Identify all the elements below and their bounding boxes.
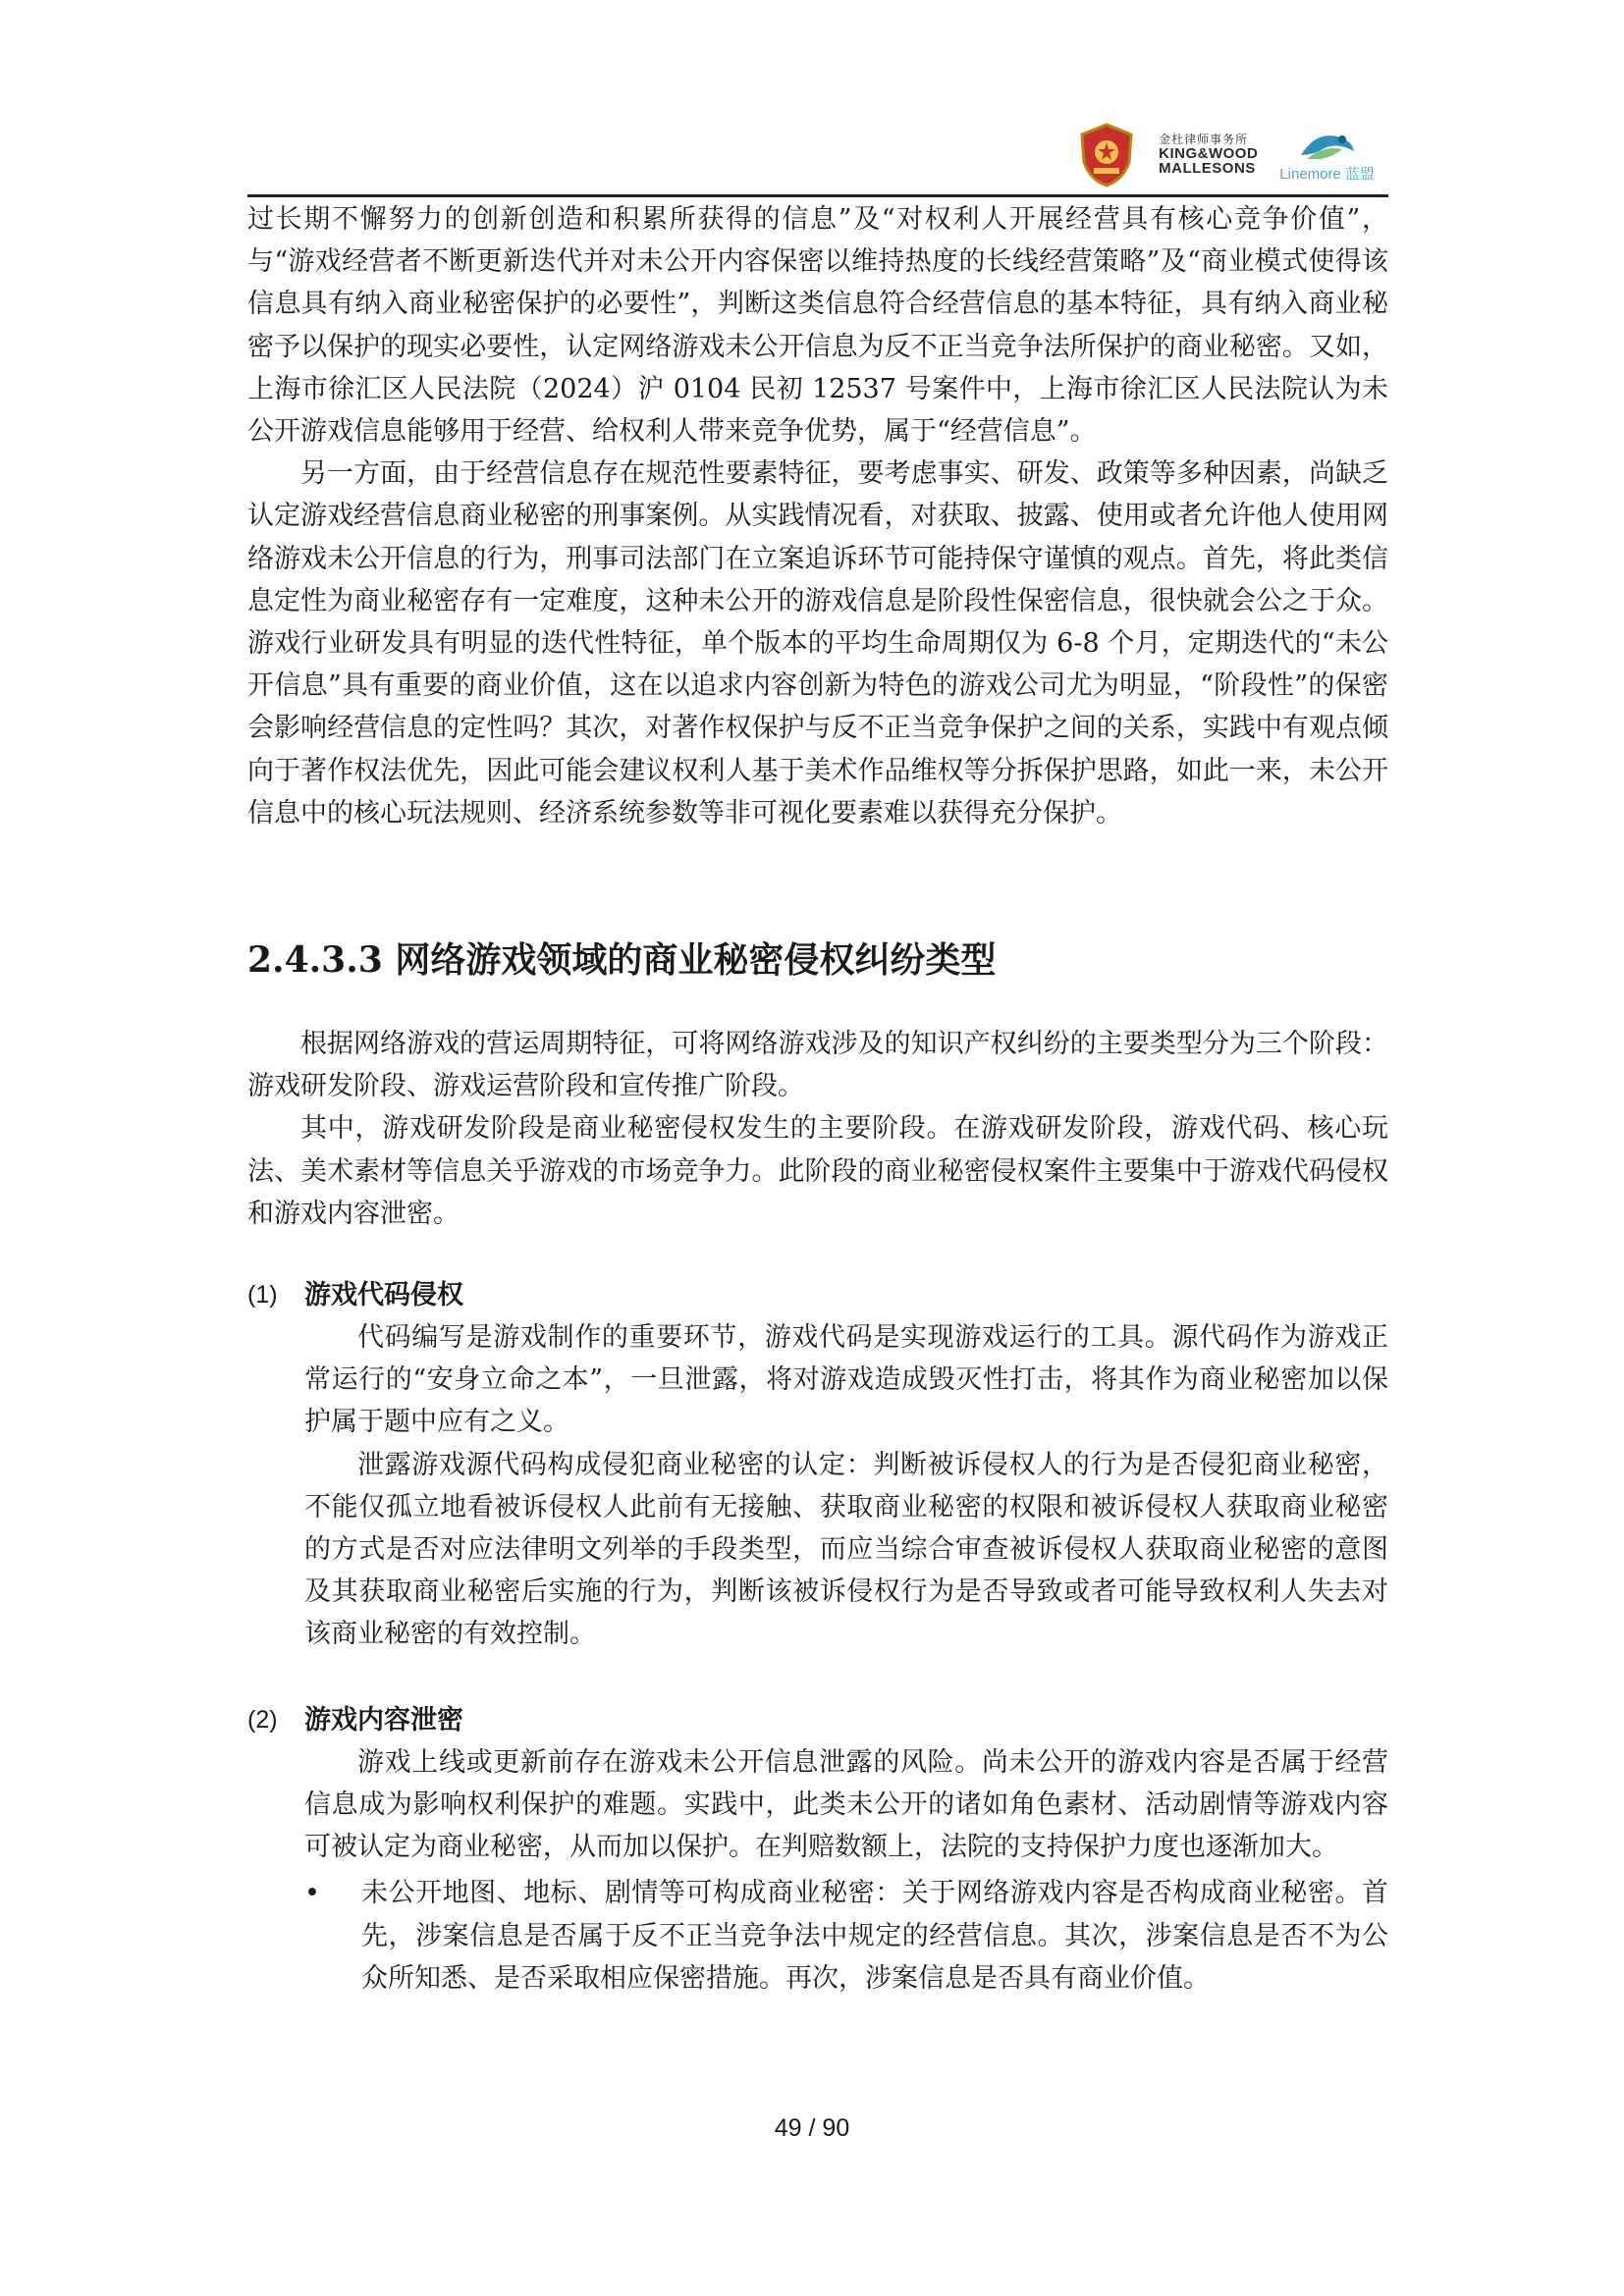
page-number: 49 / 90 xyxy=(774,2114,850,2142)
paragraph: 其中，游戏研发阶段是商业秘密侵权发生的主要阶段。在游戏研发阶段，游戏代码、核心玩法、美术素材等信息关乎游戏的市场竞争力。此阶段的商业秘密侵权案件主要集中于游戏代码侵权和游戏内容泄密。 xyxy=(247,1113,1388,1229)
subsection-number: (2) xyxy=(247,1705,278,1734)
linemore-logo-text: Linemore 蓝盟 xyxy=(1279,165,1375,183)
header-logos xyxy=(1076,116,1375,194)
paragraph: 游戏上线或更新前存在游戏未公开信息泄露的风险。尚未公开的游戏内容是否属于经营信息成为影响权利保护的难题。实践中，此类未公开的诸如角色素材、活动剧情等游戏内容可被认定为商业秘密，从而加以保护。在判赔数额上，法院的支持保护力度也逐渐加大。 xyxy=(304,1746,1388,1863)
linemore-logo xyxy=(1279,128,1375,184)
subsection-header-1 xyxy=(247,1274,1388,1316)
kwm-logo xyxy=(1159,133,1258,177)
paragraph: 另一方面，由于经营信息存在规范性要素特征，要考虑事实、研发、政策等多种因素，尚缺乏认定游戏经营信息商业秘密的刑事案例。从实践情况看，对获取、披露、使用或者允许他人使用网络游戏未公开信息的行为，刑事司法部门在立案追诉环节可能持保守谨慎的观点。首先，将此类信息定性为商业秘密存有一定难度，这种未公开的游戏信息是阶段性保密信息，很快就会公之于众。游戏行业研发具有明显的迭代性特征，单个版本的平均生命周期仅为 6-8 个月，定期迭代的“未公开信息”具有重要的商业价值，这在以追求内容创新为特色的游戏公司尤为明显，“阶段性”的保密会影响经营信息的定性吗？其次，对著作权保护与反不正当竞争保护之间的关系，实践中有观点倾向于著作权法优先，因此可能会建议权利人基于美术作品维权等分拆保护思路，如此一来，未公开信息中的核心玩法规则、经济系统参数等非可视化要素难以获得充分保护。 xyxy=(247,458,1388,828)
kwm-logo-cn: 金杜律师事务所 xyxy=(1159,132,1249,146)
linemore-logo-icon xyxy=(1293,128,1362,167)
bullet-text: 未公开地图、地标、剧情等可构成商业秘密：关于网络游戏内容是否构成商业秘密。首先，涉案信息是否属于反不正当竞争法中规定的经营信息。其次，涉案信息是否不为公众所知悉、是否采取相应保密措施。再次，涉案信息是否具有商业价值。 xyxy=(361,1878,1388,1994)
kwm-logo-en-2: MALLESONS xyxy=(1159,160,1256,178)
section-heading: 2.4.3.3 网络游戏领域的商业秘密侵权纠纷类型 xyxy=(247,939,997,982)
prosecutor-emblem-icon xyxy=(1076,123,1137,187)
subsection-title: 游戏内容泄密 xyxy=(304,1704,463,1735)
bullet-item xyxy=(304,1872,1388,2000)
bullet-icon: • xyxy=(304,1878,320,1909)
subsection-title: 游戏代码侵权 xyxy=(304,1280,463,1311)
paragraph: 代码编写是游戏制作的重要环节，游戏代码是实现游戏运行的工具。源代码作为游戏正常运行的“安身立命之本”，一旦泄露，将对游戏造成毁灭性打击，将其作为商业秘密加以保护属于题中应有之义。 xyxy=(304,1322,1388,1438)
page-content xyxy=(247,198,1388,2000)
kwm-logo-en-1: KING&WOOD xyxy=(1159,144,1259,162)
subsection-body-1 xyxy=(304,1316,1388,1656)
paragraph: 根据网络游戏的营运周期特征，可将网络游戏涉及的知识产权纠纷的主要类型分为三个阶段：游戏研发阶段、游戏运营阶段和宣传推广阶段。 xyxy=(247,1029,1388,1102)
paragraph: 过长期不懈努力的创新创造和积累所获得的信息”及“对权利人开展经营具有核心竞争价值”，与“游戏经营者不断更新迭代并对未公开内容保密以维持热度的长线经营策略”及“商业模式使得该信息具有纳入商业秘密保护的必要性”，判断这类信息符合经营信息的基本特征，具有纳入商业秘密予以保护的现实必要性，认定网络游戏未公开信息为反不正当竞争法所保护的商业秘密。又如，上海市徐汇区人民法院（2024）沪 0104 民初 12537 号案件中，上海市徐汇区人民法院认为未公开游戏信息能够用于经营、给权利人带来竞争优势，属于“经营信息”。 xyxy=(247,204,1388,448)
paragraph: 泄露游戏源代码构成侵犯商业秘密的认定：判断被诉侵权人的行为是否侵犯商业秘密，不能仅孤立地看被诉侵权人此前有无接触、获取商业秘密的权限和被诉侵权人获取商业秘密的方式是否对应法律明文列举的手段类型，而应当综合审查被诉侵权人获取商业秘密的意图及其获取商业秘密后实施的行为，判断该被诉侵权行为是否导致或者可能导致权利人失去对该商业秘密的有效控制。 xyxy=(304,1449,1388,1650)
subsection-body-2 xyxy=(304,1741,1388,1869)
subsection-number: (1) xyxy=(247,1281,278,1309)
header-rule xyxy=(247,194,1388,197)
subsection-header-2 xyxy=(247,1699,1388,1741)
